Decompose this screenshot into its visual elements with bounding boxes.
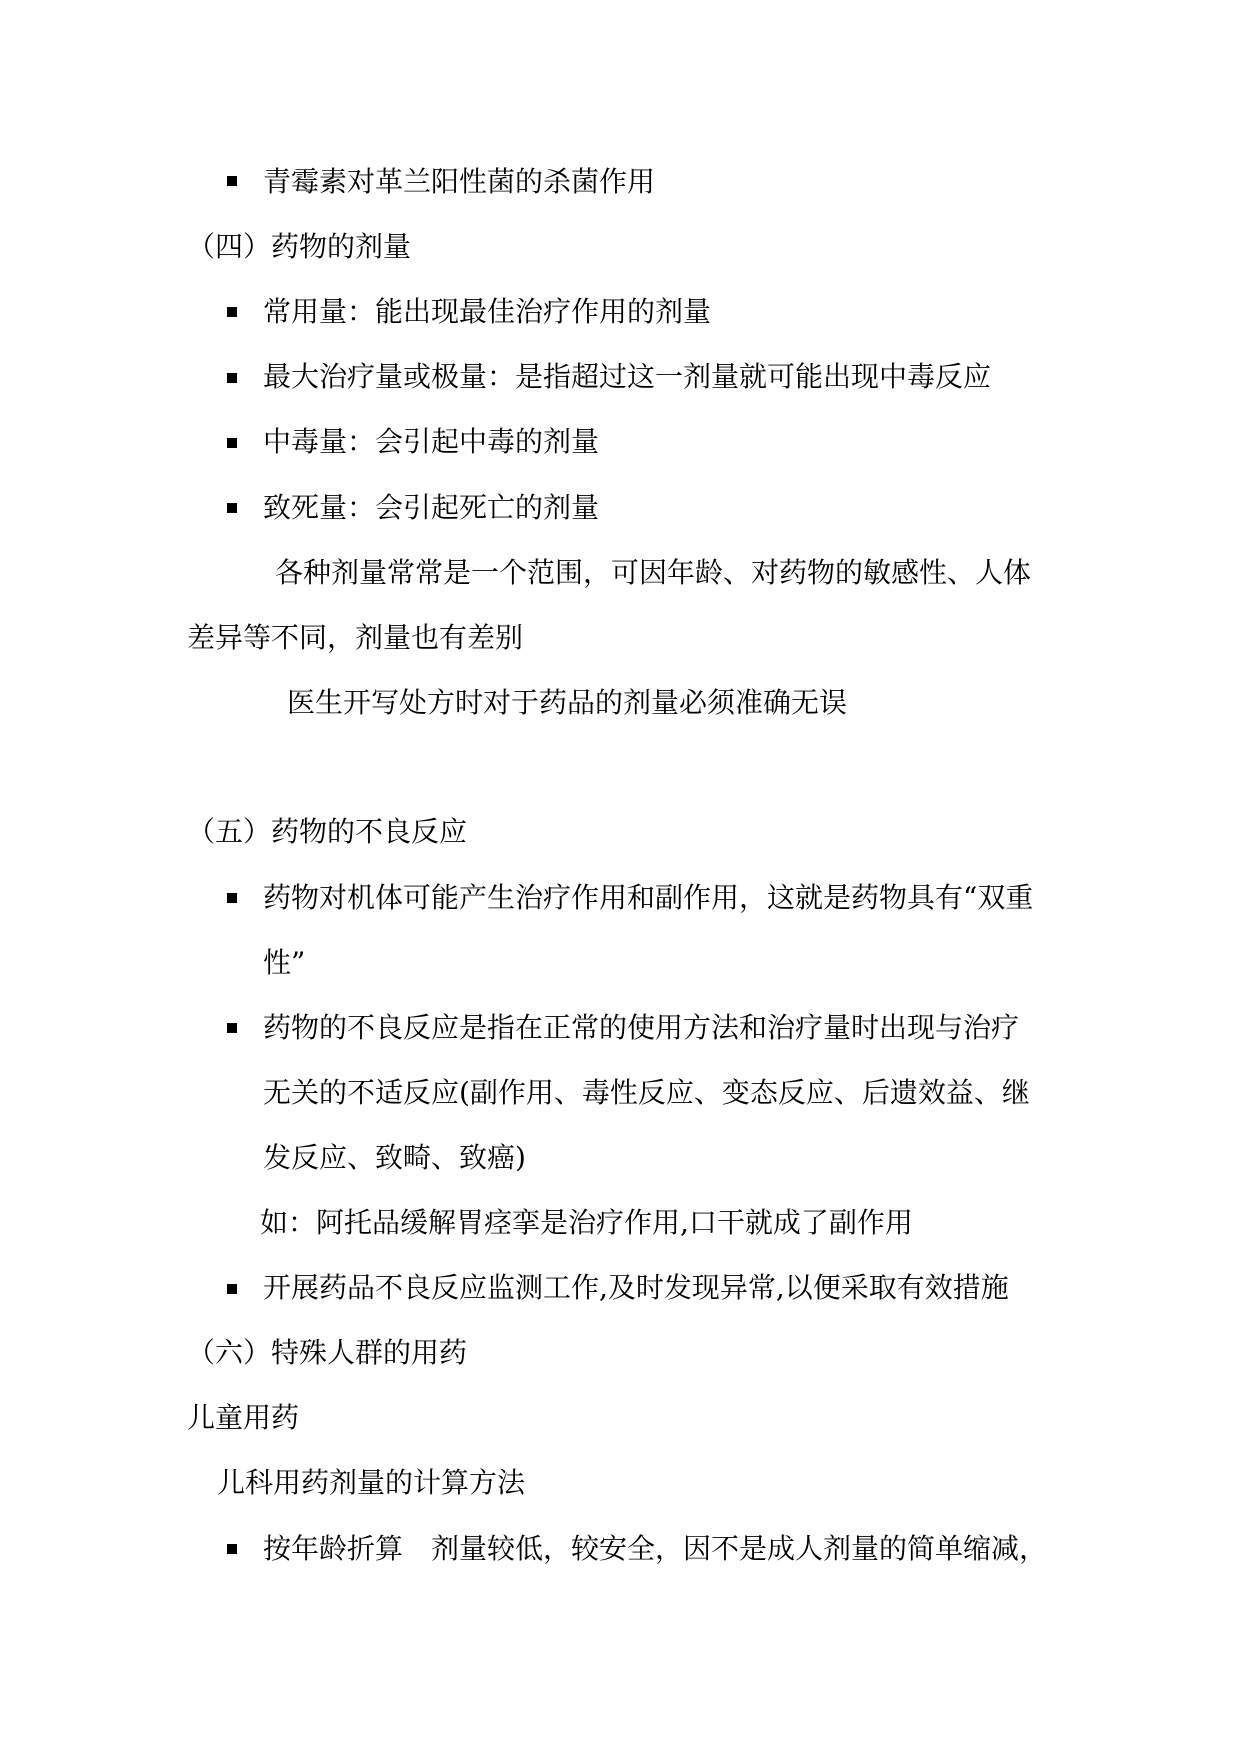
paragraph-text: 各种剂量常常是一个范围，可因年龄、对药物的敏感性、人体	[275, 556, 1032, 589]
section-heading: （四）药物的剂量	[187, 230, 412, 263]
subsection-heading: 儿科用药剂量的计算方法	[217, 1466, 526, 1499]
bullet-icon	[227, 176, 237, 186]
bullet-icon	[227, 1023, 237, 1033]
bullet-text: 性”	[263, 946, 306, 979]
bullet-text: 中毒量：会引起中毒的剂量	[263, 425, 600, 458]
bullet-icon	[227, 1284, 237, 1294]
bullet-icon	[227, 438, 237, 448]
bullet-text: 青霉素对革兰阳性菌的杀菌作用	[263, 165, 656, 198]
section-heading: （六）特殊人群的用药	[187, 1336, 468, 1369]
bullet-icon	[227, 373, 237, 383]
bullet-text: 常用量：能出现最佳治疗作用的剂量	[263, 295, 712, 328]
bullet-text: 药物的不良反应是指在正常的使用方法和治疗量时出现与治疗	[263, 1011, 1020, 1044]
bullet-icon	[227, 503, 237, 513]
bullet-text: 无关的不适反应(副作用、毒性反应、变态反应、后遗效益、继	[263, 1076, 1030, 1109]
paragraph-text: 医生开写处方时对于药品的剂量必须准确无误	[287, 686, 848, 719]
section-heading: （五）药物的不良反应	[187, 815, 468, 848]
bullet-icon	[227, 307, 237, 317]
paragraph-text: 差异等不同，剂量也有差别	[187, 621, 524, 654]
bullet-icon	[227, 1544, 237, 1554]
bullet-text: 最大治疗量或极量：是指超过这一剂量就可能出现中毒反应	[263, 360, 992, 393]
bullet-text: 开展药品不良反应监测工作,及时发现异常,以便采取有效措施	[263, 1271, 1009, 1304]
bullet-text: 致死量：会引起死亡的剂量	[263, 491, 600, 524]
example-text: 如：阿托品缓解胃痉挛是治疗作用,口干就成了副作用	[260, 1206, 913, 1239]
bullet-icon	[227, 893, 237, 903]
bullet-text: 发反应、致畸、致癌)	[263, 1141, 526, 1174]
bullet-text: 按年龄折算 剂量较低，较安全，因不是成人剂量的简单缩减，	[263, 1532, 1048, 1565]
bullet-text: 药物对机体可能产生治疗作用和副作用，这就是药物具有“双重	[263, 881, 1034, 914]
subsection-heading: 儿童用药	[187, 1401, 300, 1434]
